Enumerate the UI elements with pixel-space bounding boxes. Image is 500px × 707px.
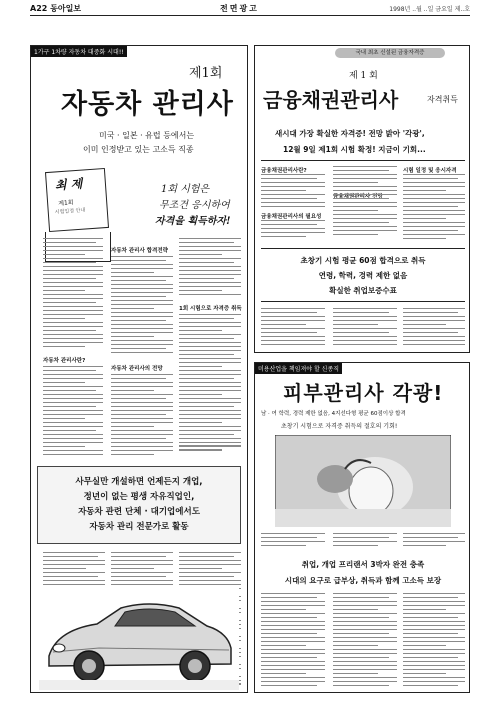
handwritten-line2: 무조건 응시하여 xyxy=(159,200,230,211)
skin-text-col-1 xyxy=(261,533,325,555)
finance-manager-ad xyxy=(254,45,470,353)
car-slogan-2: 정년이 없는 평생 자유직업인, xyxy=(83,492,195,502)
finance-text-col-3 xyxy=(403,174,465,244)
car-col-head-2: 1회 시험으로 자격증 취득 xyxy=(179,306,242,312)
car-slogan-1: 사무실만 개설하면 언제든지 개업, xyxy=(75,477,203,487)
finance-text-col-2 xyxy=(333,166,397,244)
finance-banner-3: 확실한 취업보증수표 xyxy=(329,286,397,295)
car-col-head-1: 자동차 관리사 합격전략 xyxy=(111,248,168,254)
skin-care-photo xyxy=(275,435,451,527)
car-text-col-3b xyxy=(179,314,241,460)
page-number: A22 동아일보 xyxy=(30,4,82,13)
finance-ad-edition: 제 1 회 xyxy=(349,71,378,81)
finance-text-lower-3 xyxy=(403,308,465,350)
issue-date: 1998년 ..월 ..일 금요일 제..호 xyxy=(389,6,470,13)
skin-text-lower-2 xyxy=(333,593,397,689)
finance-text-lower-2 xyxy=(333,308,397,350)
finance-ad-title: 금융채권관리사 xyxy=(263,88,399,112)
finance-text-lower-1 xyxy=(261,308,325,350)
finance-ad-tag-text: 국내 최초 신설된 금융자격증 xyxy=(355,50,425,56)
exam-card-line2: 시험일정 안내 xyxy=(54,207,86,216)
handwritten-line3: 자격을 획득하자! xyxy=(155,216,231,227)
skin-care-ad xyxy=(254,362,470,693)
car-col-head-3: 자동차 관리사의 전망 xyxy=(111,366,163,372)
car-slogan-banner xyxy=(37,466,241,544)
skin-text-lower-1 xyxy=(261,593,325,689)
exam-card-line1: 제1회 xyxy=(57,199,74,208)
skin-ad-tag: 미용산업을 책임져야 할 신종직 xyxy=(255,363,342,374)
car-slogan-4: 자동차 관리 전문가로 활동 xyxy=(89,522,189,532)
finance-ad-tag xyxy=(335,48,445,58)
car-ad-sub2: 이미 인정받고 있는 고소득 직종 xyxy=(83,145,194,154)
finance-banner xyxy=(261,248,465,302)
car-text-col-1b xyxy=(43,366,103,458)
finance-ad-divider xyxy=(261,160,465,161)
finance-banner-2: 연령, 학력, 경력 제한 없음 xyxy=(318,271,408,280)
car-text-col-1 xyxy=(43,238,103,350)
finance-banner-1: 초창기 시험 평균 60점 합격으로 취득 xyxy=(300,256,426,265)
skin-ad-title: 피부관리사 각광! xyxy=(283,381,444,405)
car-ad-edition: 제1회 xyxy=(189,66,223,81)
car-text-col-3 xyxy=(179,238,241,300)
finance-head-3: 금융채권관리사의 필요성 xyxy=(261,214,322,220)
skin-bottom-1: 취업, 개업 프리랜서 3박자 완전 충족 xyxy=(301,560,425,569)
skin-ad-line1: 남 · 여 학력, 경력 제한 없음, 4지선다형 평균 60점이상 합격 xyxy=(261,411,406,417)
finance-head-2: 시험 일정 및 응시자격 xyxy=(403,168,457,174)
car-col-head-4: 자동차 관리사란? xyxy=(43,358,86,364)
car-ad-title: 자동차 관리사 xyxy=(61,89,234,120)
skin-bottom-2: 시대의 요구로 급부상, 취득과 함께 고소득 보장 xyxy=(284,576,442,585)
finance-ad-line1: 새시대 가장 확실한 자격증! 전망 밝아 '각광', xyxy=(275,129,425,138)
car-ad-tag: 1가구 1차량 자동차 대중화 시대!! xyxy=(31,46,127,57)
car-text-col-2b xyxy=(111,374,173,460)
car-ad-sub1: 미국 · 일본 · 유럽 등에서는 xyxy=(99,131,195,140)
handwritten-line1: 1회 시험은 xyxy=(161,184,210,195)
exam-card-title: 최 제 xyxy=(54,176,83,193)
finance-text-col-1b xyxy=(261,220,325,244)
skin-text-col-2 xyxy=(333,533,397,555)
skin-text-col-3 xyxy=(403,533,465,555)
finance-ad-line2: 12월 9일 제1회 시험 확정! 지금이 기회... xyxy=(283,145,426,154)
car-manager-ad xyxy=(30,45,248,693)
finance-head-1: 금융채권관리사란? xyxy=(261,168,307,174)
finance-ad-title-suffix: 자격취득 xyxy=(427,95,458,104)
finance-text-col-1 xyxy=(261,174,325,210)
car-slogan-3: 자동차 관련 단체 · 대기업에서도 xyxy=(78,507,200,517)
newspaper-header xyxy=(30,2,470,16)
skin-ad-line2: 초창기 시험으로 자격증 취득의 절호의 기회! xyxy=(281,423,398,430)
sports-car-image xyxy=(39,586,239,690)
exam-notice-card xyxy=(45,168,109,232)
car-text-col-2 xyxy=(111,256,173,358)
section-title: 전면광고 xyxy=(220,4,259,13)
skin-text-lower-3 xyxy=(403,593,465,689)
